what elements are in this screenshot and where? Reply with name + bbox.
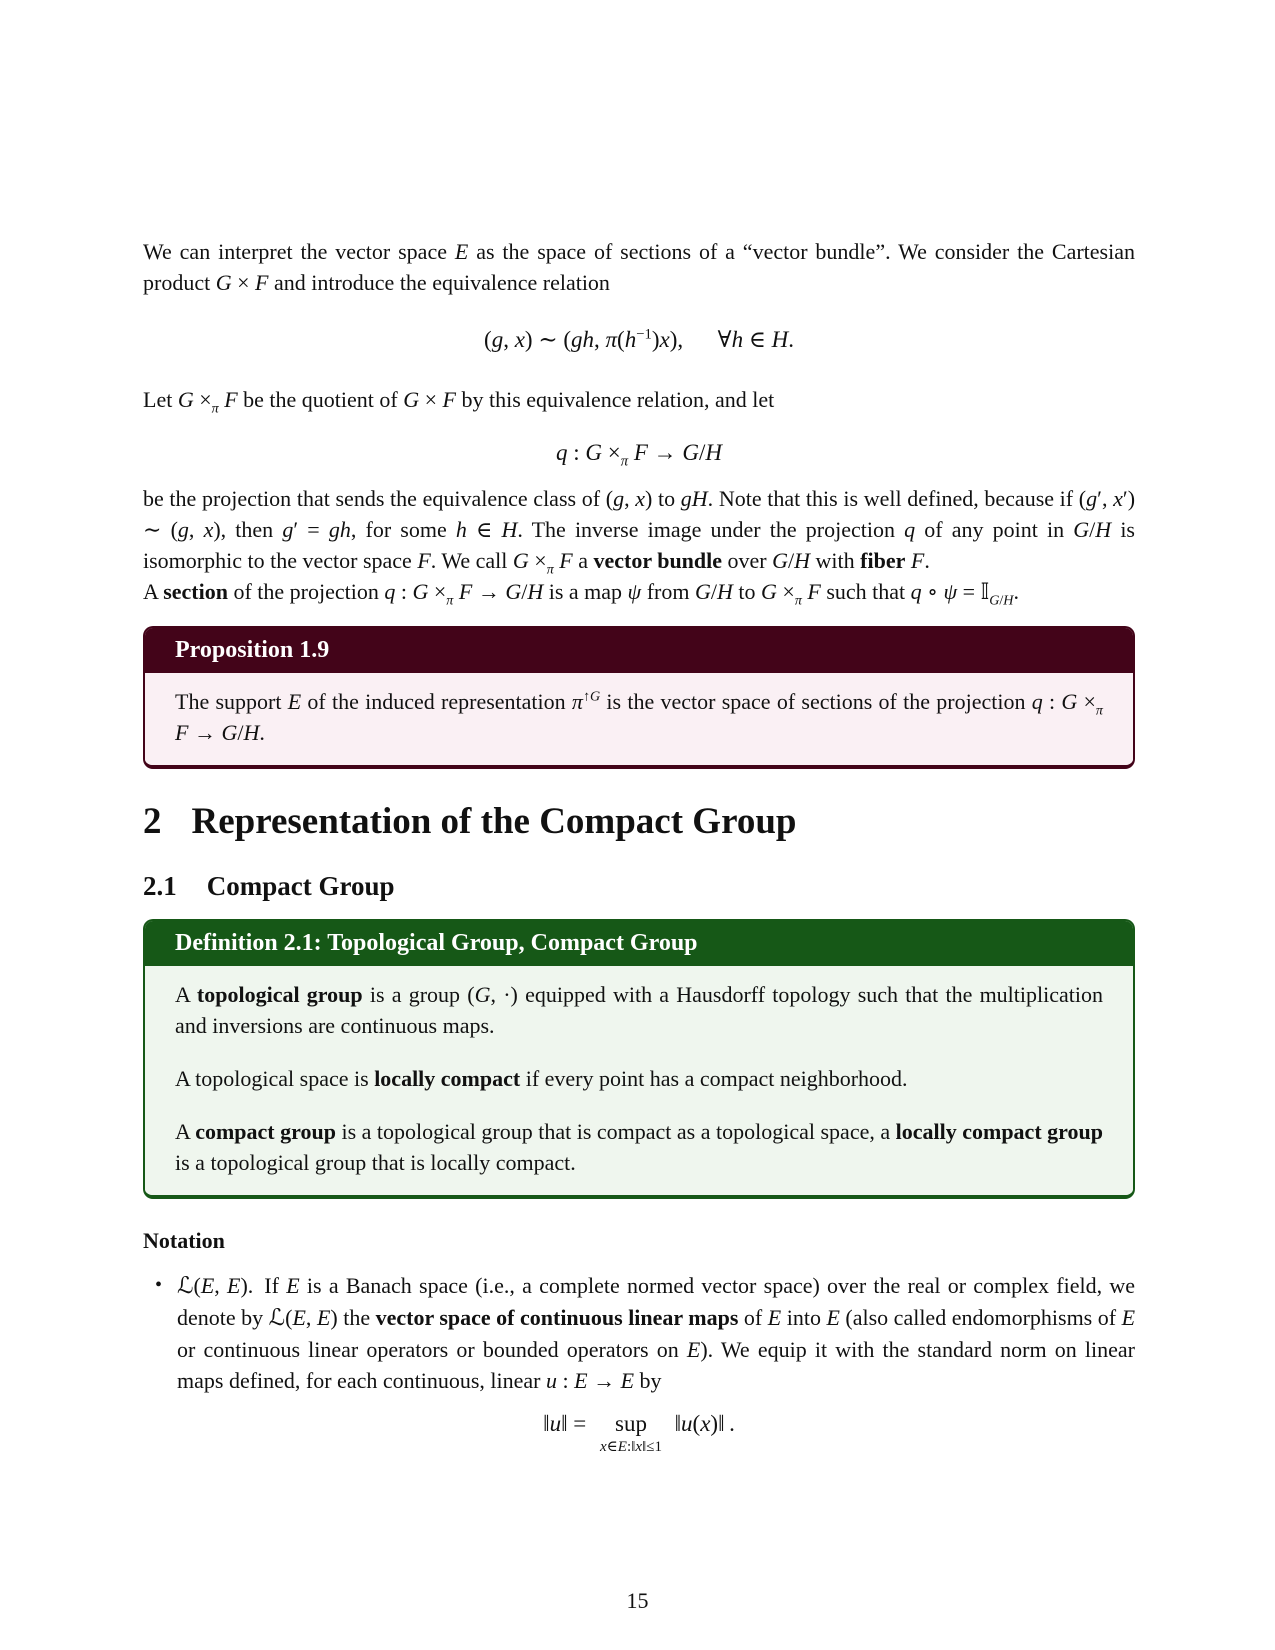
section-heading [143,799,1135,845]
projection-paragraph: be the projection that sends the equivalence class of (g, x) to gH. Note that this is well defined, because if (g′, x′) ∼ (g, x), then g′ = gh, for some h ∈ H. The inverse image under the projection q of any point in G/H is isomorphic to the vector space F. We call $G \times_\pi$ F a vector bundle over G/H with fiber F. A section of the projection q : $G \times_\pi$ F → G/H is a map ψ from G/H to $G \times_\pi$ F such that q ∘ ψ = 𝕀$_{G/H}$. [143,486,1136,609]
subsection-number: 2.1 [143,871,177,901]
proposition-title: Proposition 1.9 [175,637,330,663]
notation-list [143,1270,1135,1396]
definition-box [143,919,1135,1199]
page-number: 15 [626,1588,649,1613]
subsection-heading [143,869,1135,903]
page-content [143,0,1135,1456]
notation-heading: Notation [143,1228,225,1253]
intro-paragraph: We can interpret the vector space E as the space of sections of a “vector bundle”. We consider the Cartesian product G × F and introduce the equivalence relation [143,239,1135,295]
definition-paragraph-topological-group: A topological group is a group (G, ·) equipped with a Hausdorff topology such that the multiplication and inversions are continuous maps. [175,982,1103,1038]
definition-paragraph-locally-compact: A topological space is locally compact if every point has a compact neighborhood. [175,1066,908,1091]
section-title: Representation of the Compact Group [191,801,797,842]
proposition-body [145,673,1133,765]
definition-title: Definition 2.1: Topological Group, Compact Group [175,930,698,956]
section-number: 2 [143,801,162,842]
operator-norm-equation: ‖u‖ = sup x∈E:‖x‖≤1 ‖u(x)‖ . [543,1411,735,1455]
equivalence-relation-equation: (g, x) ∼ (gh, $\pi(h^{-1})x$), ∀h ∈ H. [484,326,794,352]
proposition-header [145,628,1133,673]
quotient-paragraph: Let $G \times_\pi$ F be the quotient of G × F by this equivalence relation, and let [143,387,775,417]
definition-header [145,921,1133,966]
quotient-map-equation: q : $G \times_\pi$ F → G/H [555,440,723,470]
definition-body [145,966,1133,1195]
subsection-title: Compact Group [206,871,395,901]
proposition-text: The support E of the induced representation $\pi^{↑G}$ is the vector space of sections of the projection q : $G \times_\pi$ F → G/H. [175,688,1103,745]
definition-paragraph-compact-group: A compact group is a topological group that is compact as a topological space, a locally compact group is a topological group that is locally compact. [175,1119,1103,1175]
proposition-box [143,626,1135,769]
notation-item-linear-maps: • ℒ(E, E). If E is a Banach space (i.e., a complete normed vector space) over the real or complex field, we denote by ℒ(E, E) the vector space of continuous linear maps of E into E (also called endomorphisms of E or continuous linear operators or bounded operators on E). We equip it with the standard norm on linear maps defined, for each continuous, linear u : E → E by [177,1270,1135,1396]
